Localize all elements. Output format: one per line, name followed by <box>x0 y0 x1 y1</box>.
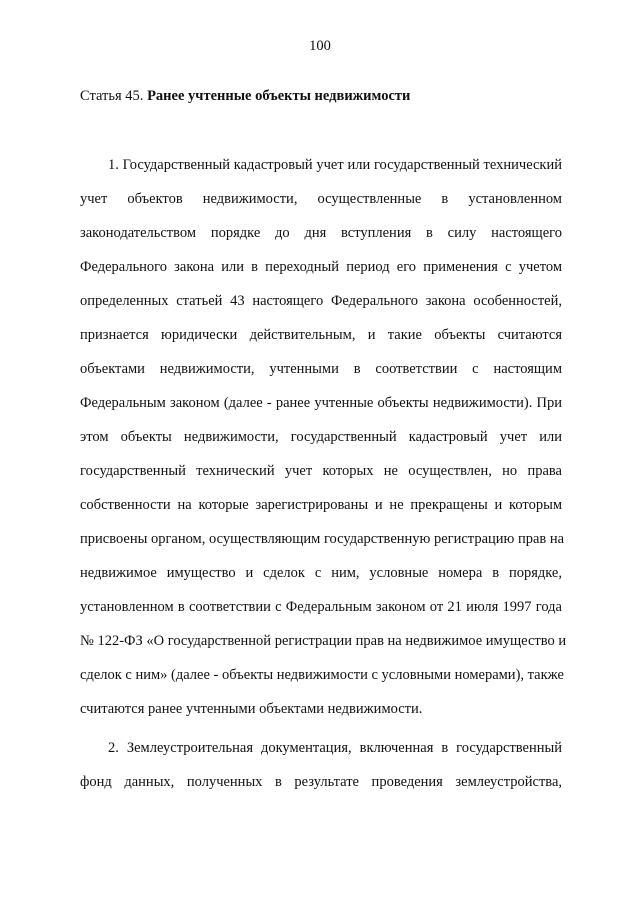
text-line: Федерального закона или в переходный период его применения с учетом <box>80 259 562 275</box>
text-line: сделок с ним» (далее - объекты недвижимости с условными номерами), также <box>80 667 564 683</box>
text-line: фонд данных, полученных в результате проведения землеустройства, <box>80 774 562 790</box>
text-line: законодательством порядке до дня вступления в силу настоящего <box>80 225 562 241</box>
text-line: учет объектов недвижимости, осуществленные в установленном <box>80 191 562 207</box>
text-line: № 122-ФЗ «О государственной регистрации прав на недвижимое имущество и <box>80 633 567 649</box>
text-line: государственный технический учет которых не осуществлен, но права <box>80 463 562 479</box>
text-line: 1. Государственный кадастровый учет или государственный технический <box>108 157 562 173</box>
text-line: установленном в соответствии с Федеральным законом от 21 июля 1997 года <box>80 599 562 615</box>
text-line: Федеральным законом (далее - ранее учтенные объекты недвижимости). При <box>80 395 562 411</box>
text-line: определенных статьей 43 настоящего Федерального закона особенностей, <box>80 293 562 309</box>
text-line: присвоены органом, осуществляющим государственную регистрацию прав на <box>80 531 565 547</box>
article-heading <box>80 88 410 105</box>
page-number: 100 <box>309 38 331 54</box>
paragraph-1 <box>80 148 567 726</box>
text-line: 2. Землеустроительная документация, включенная в государственный <box>108 740 562 756</box>
article-title: Ранее учтенные объекты недвижимости <box>147 88 411 104</box>
paragraph-2 <box>80 731 562 799</box>
text-line: собственности на которые зарегистрированы и не прекращены и которым <box>80 497 562 513</box>
text-line: объектами недвижимости, учтенными в соответствии с настоящим <box>80 361 562 377</box>
text-line: недвижимое имущество и сделок с ним, условные номера в порядке, <box>80 565 562 581</box>
article-body <box>80 148 567 799</box>
text-line: этом объекты недвижимости, государственный кадастровый учет или <box>80 429 562 445</box>
text-line: признается юридически действительным, и такие объекты считаются <box>80 327 562 343</box>
text-line: считаются ранее учтенными объектами недвижимости. <box>80 701 423 717</box>
article-label: Статья 45. <box>80 88 144 104</box>
